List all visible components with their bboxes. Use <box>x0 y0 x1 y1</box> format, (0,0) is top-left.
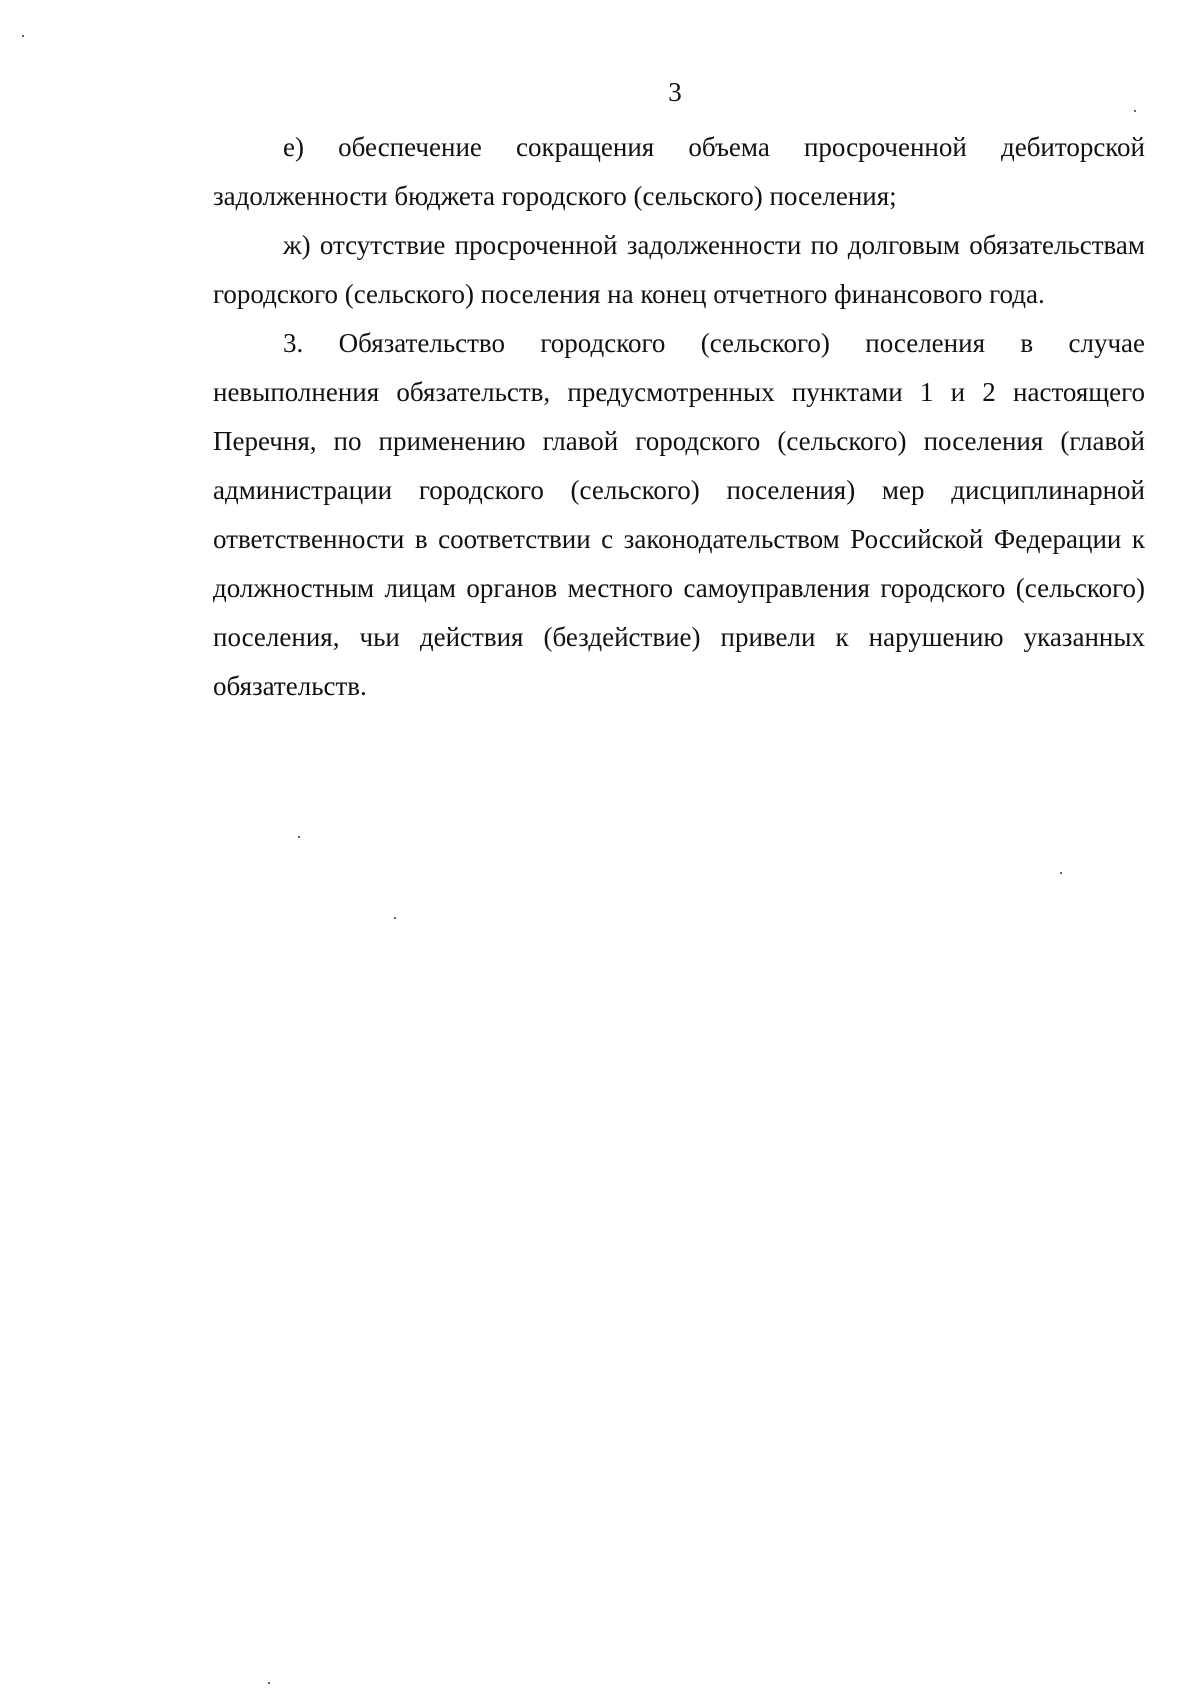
scan-speck <box>22 35 24 37</box>
scan-speck <box>1134 110 1136 112</box>
paragraph-clause-3: 3. Обязательство городского (сельского) поселения в случае невыполнения обязательств, предусмотренных пунктами 1 и 2 настоящего Перечня, по применению главой городского (сельского) поселения (главой администрации городского (сельского) поселения) мер дисциплинарной ответственности в соответствии с законодательством Российской Федерации к должностным лицам органов местного самоуправления городского (сельского) поселения, чьи действия (бездействие) привели к нарушению указанных обязательств. <box>213 328 1145 701</box>
document-body <box>213 123 1145 711</box>
page-number: 3 <box>668 77 682 107</box>
scan-speck <box>1060 872 1062 874</box>
paragraph-item-zh: ж) отсутствие просроченной задолженности по долговым обязательствам городского (сельского) поселения на конец отчетного финансового года. <box>213 230 1145 309</box>
scan-speck <box>298 836 300 838</box>
scan-speck <box>394 917 396 919</box>
scan-speck <box>268 1682 270 1684</box>
paragraph-item-e: е) обеспечение сокращения объема просроченной дебиторской задолженности бюджета городского (сельского) поселения; <box>213 132 1145 211</box>
